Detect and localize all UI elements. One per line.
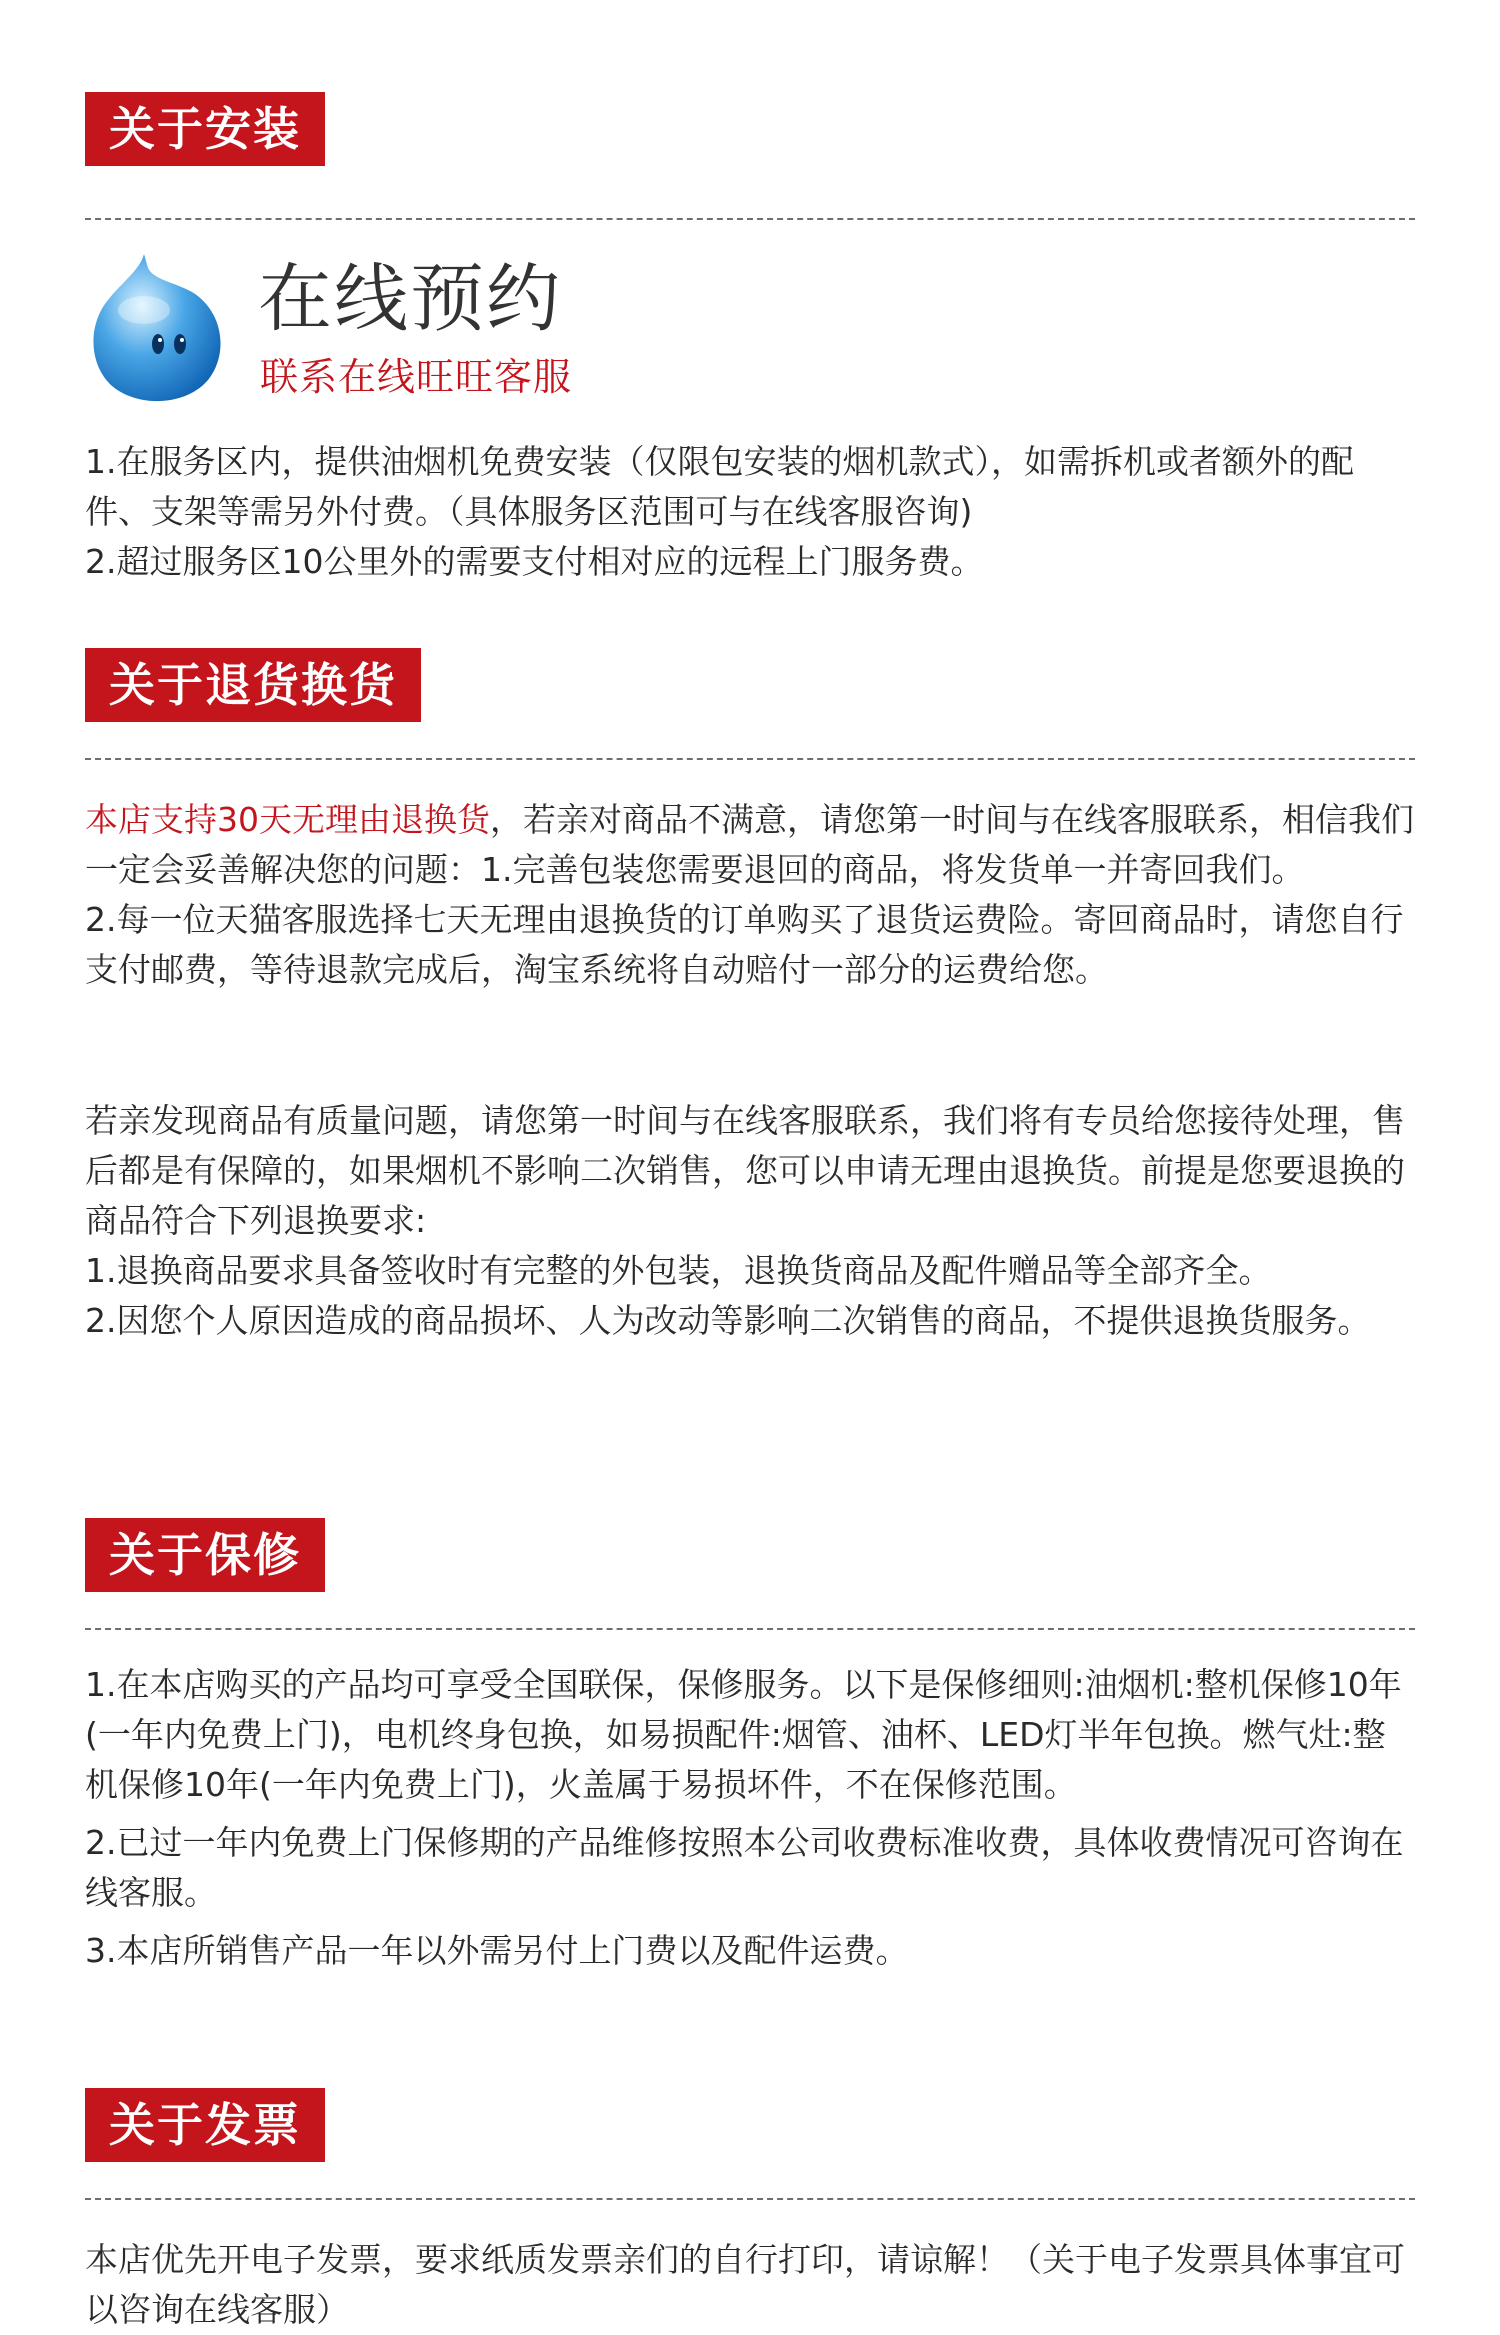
returns-intro (85, 795, 1415, 895)
wangwang-title: 在线预约 (258, 256, 562, 342)
section-tag-warranty: 关于保修 (85, 1518, 325, 1592)
returns-quality-text (85, 1096, 1415, 1346)
install-line-1: 1.在服务区内，提供油烟机免费安装（仅限包安装的烟机款式），如需拆机或者额外的配件、支架等需另外付费。（具体服务区范围可与在线客服咨询) (85, 442, 1354, 531)
divider (85, 1628, 1415, 1630)
invoice-line: 本店优先开电子发票，要求纸质发票亲们的自行打印，请谅解！（关于电子发票具体事宜可以咨询在线客服） (85, 2240, 1405, 2329)
wangwang-subtitle[interactable]: 联系在线旺旺客服 (260, 355, 573, 399)
warranty-line-1: 1.在本店购买的产品均可享受全国联保，保修服务。以下是保修细则:油烟机:整机保修10年(一年内免费上门)，电机终身包换，如易损配件:烟管、油杯、LED灯半年包换。燃气灶:整机保修10年(一年内免费上门)，火盖属于易损坏件，不在保修范围。 (85, 1665, 1402, 1804)
returns-line-2: 2.每一位天猫客服选择七天无理由退换货的订单购买了退货运费险。寄回商品时，请您自行支付邮费，等待退款完成后，淘宝系统将自动赔付一部分的运费给您。 (85, 900, 1404, 989)
warranty-line-3: 3.本店所销售产品一年以外需另付上门费以及配件运费。 (85, 1931, 909, 1970)
returns-req-2: 2.因您个人原因造成的商品损坏、人为改动等影响二次销售的商品，不提供退换货服务。 (85, 1301, 1371, 1340)
divider (85, 758, 1415, 760)
divider (85, 218, 1415, 220)
install-line-2: 2.超过服务区10公里外的需要支付相对应的远程上门服务费。 (85, 542, 984, 581)
returns-highlight: 本店支持30天无理由退换货 (85, 800, 490, 839)
section-tag-install: 关于安装 (85, 92, 325, 166)
returns-req-1: 1.退换商品要求具备签收时有完整的外包装，退换货商品及配件赠品等全部齐全。 (85, 1251, 1272, 1290)
divider (85, 2198, 1415, 2200)
invoice-text (85, 2235, 1415, 2335)
returns-text (85, 795, 1415, 995)
returns-intro-rest: ，若亲对商品不满意，请您第一时间与在线客服联系，相信我们一定会妥善解决您的问题：1.完善包装您需要退回的商品，将发货单一并寄回我们。 (85, 800, 1414, 889)
section-tag-invoice: 关于发票 (85, 2088, 325, 2162)
returns-quality: 若亲发现商品有质量问题，请您第一时间与在线客服联系，我们将有专员给您接待处理，售后都是有保障的，如果烟机不影响二次销售，您可以申请无理由退换货。前提是您要退换的商品符合下列退换要求: (85, 1101, 1405, 1240)
section-tag-returns: 关于退货换货 (85, 648, 421, 722)
warranty-line-2: 2.已过一年内免费上门保修期的产品维修按照本公司收费标准收费，具体收费情况可咨询在线客服。 (85, 1823, 1404, 1912)
wangwang-droplet-icon (82, 248, 232, 408)
install-text (85, 437, 1415, 587)
warranty-text (85, 1660, 1415, 1976)
